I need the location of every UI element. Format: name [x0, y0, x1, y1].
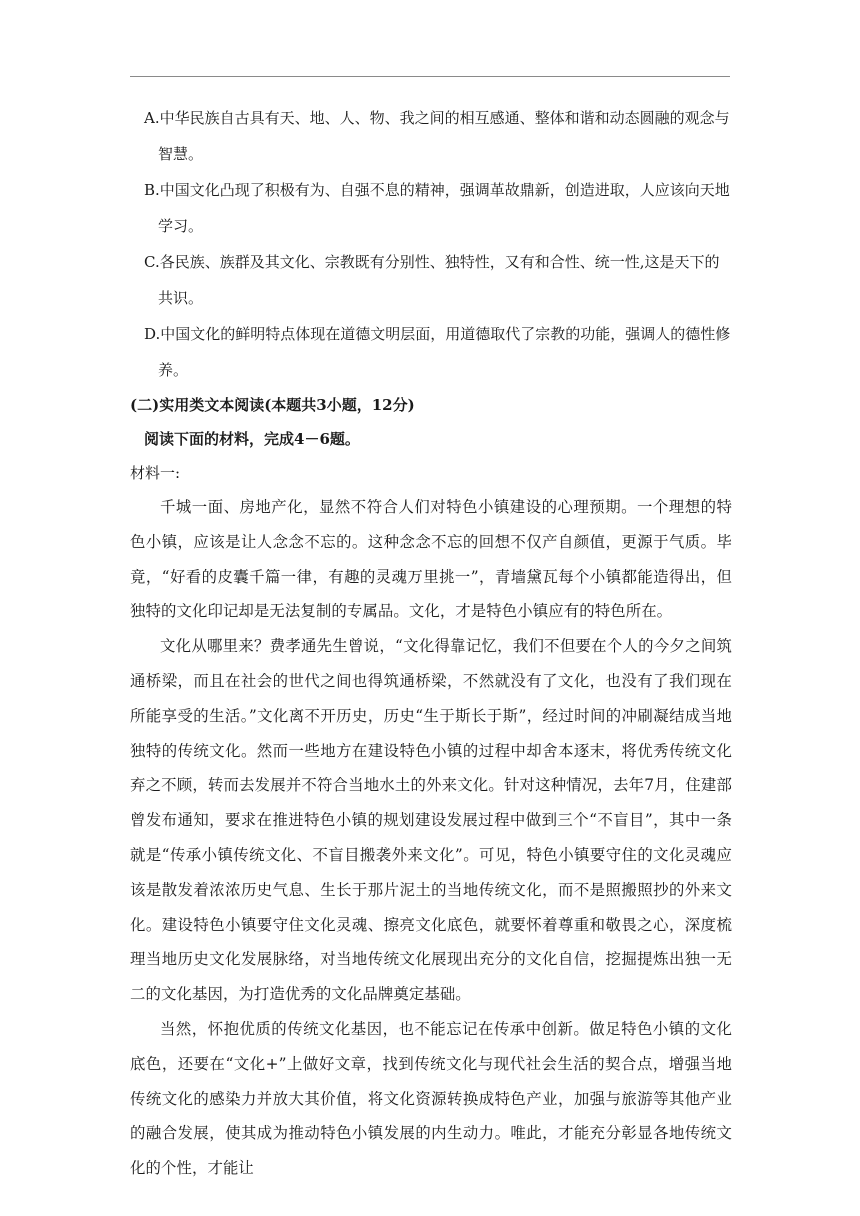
option-text-continued: 共识。	[158, 289, 204, 307]
option-c	[112, 244, 732, 316]
material-label: 材料一:	[130, 464, 181, 482]
reading-instruction: 阅读下面的材料，完成4－6题。	[144, 430, 360, 448]
paragraph: 当然，怀抱优质的传统文化基因，也不能忘记在传承中创新。做足特色小镇的文化底色，还要在“文化+”上做好文章，找到传统文化与现代社会生活的契合点，增强当地传统文化的感染力并放大其价值，将文化资源转换成特色产业，加强与旅游等其他产业的融合发展，使其成为推动特色小镇发展的内生动力。唯此，才能充分彰显各地传统文化的个性，才能让	[130, 1019, 732, 1178]
option-text: D.中国文化的鲜明特点体现在道德文明层面，用道德取代了宗教的功能，强调人的德性修	[144, 325, 731, 343]
option-text-continued: 学习。	[158, 217, 204, 235]
option-text: A.中华民族自古具有天、地、人、物、我之间的相互感通、整体和谐和动态圆融的观念与	[144, 109, 730, 127]
option-d	[112, 316, 732, 388]
answer-options	[112, 100, 732, 388]
header-rule	[130, 76, 730, 77]
paragraph: 千城一面、房地产化，显然不符合人们对特色小镇建设的心理预期。一个理想的特色小镇，应该是让人念念不忘的。这种念念不忘的回想不仅产自颜值，更源于气质。毕竟，“好看的皮囊千篇一律，有趣的灵魂万里挑一”，青墙黛瓦每个小镇都能造得出，但独特的文化印记却是无法复制的专属品。文化，才是特色小镇应有的特色所在。	[130, 498, 732, 621]
option-text: B.中国文化凸现了积极有为、自强不息的精神，强调革故鼎新，创造进取，人应该向天地	[144, 181, 730, 199]
option-text: C.各民族、族群及其文化、宗教既有分别性、独特性，又有和合性、统一性,这是天下的	[144, 253, 720, 271]
option-text-continued: 智慧。	[158, 145, 204, 163]
section-heading: (二)实用类文本阅读(本题共3小题，12分)	[130, 396, 415, 414]
option-b	[112, 172, 732, 244]
option-a	[112, 100, 732, 172]
paragraph: 文化从哪里来？费孝通先生曾说，“文化得靠记忆，我们不但要在个人的今夕之间筑通桥梁，而且在社会的世代之间也得筑通桥梁，不然就没有了文化，也没有了我们现在所能享受的生活。”文化离不开历史，历史“生于斯长于斯”，经过时间的冲刷凝结成当地独特的传统文化。然而一些地方在建设特色小镇的过程中却舍本逐末，将优秀传统文化弃之不顾，转而去发展并不符合当地水土的外来文化。针对这种情况，去年7月，住建部曾发布通知，要求在推进特色小镇的规划建设发展过程中做到三个“不盲目”，其中一条就是“传承小镇传统文化、不盲目搬袭外来文化”。可见，特色小镇要守住的文化灵魂应该是散发着浓浓历史气息、生长于那片泥土的当地传统文化，而不是照搬照抄的外来文化。建设特色小镇要守住文化灵魂、擦亮文化底色，就要怀着尊重和敬畏之心，深度梳理当地历史文化发展脉络，对当地传统文化展现出充分的文化自信，挖掘提炼出独一无二的文化基因，为打造优秀的文化品牌奠定基础。	[130, 637, 732, 1004]
option-text-continued: 养。	[158, 361, 189, 379]
document-body	[112, 100, 732, 1186]
